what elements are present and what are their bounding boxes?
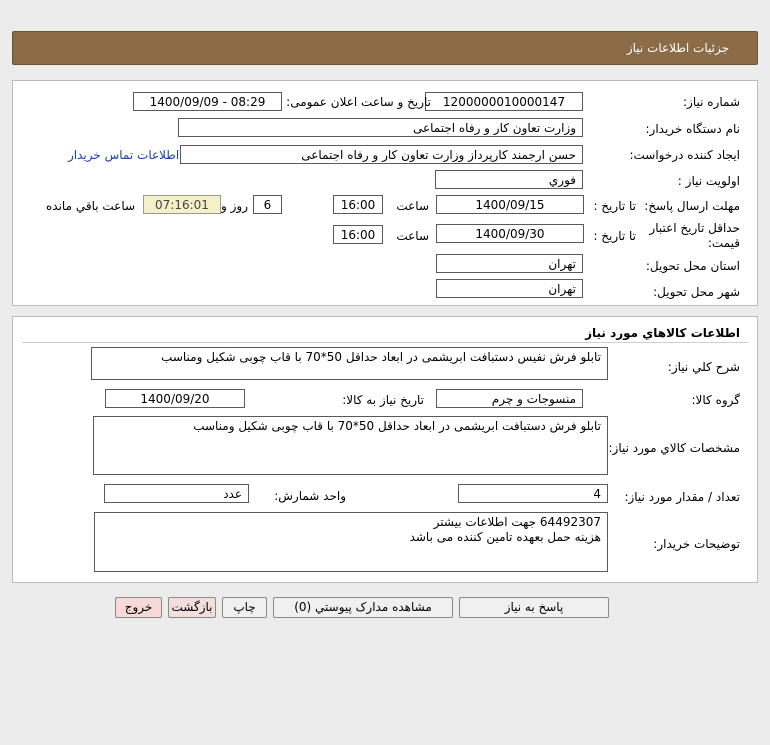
city-label: شهر محل تحویل: <box>653 285 740 299</box>
days-label: روز و <box>221 199 248 213</box>
unit-label: واحد شمارش: <box>274 489 346 503</box>
quantity-label: تعداد / مقدار مورد نياز: <box>624 490 740 504</box>
need-summary-field[interactable]: تابلو فرش نفیس دستبافت ابریشمی در ابعاد حداقل 50*70 با قاب چوبی شکیل ومناسب <box>91 347 608 380</box>
goods-group-field[interactable]: منسوجات و چرم <box>436 389 583 408</box>
need-summary-label: شرح کلي نياز: <box>667 360 740 374</box>
exit-button[interactable]: خروج <box>115 597 162 618</box>
remaining-time-field: 07:16:01 <box>143 195 221 214</box>
validity-until-date-label: تا تاریخ : <box>593 229 636 243</box>
unit-field[interactable]: عدد <box>104 484 249 503</box>
need-number-field[interactable]: 1200000010000147 <box>425 92 583 111</box>
goods-section-title: اطلاعات کالاهاي مورد نياز <box>585 326 740 340</box>
priority-label: اولویت نیاز : <box>677 174 740 188</box>
announce-datetime-field[interactable]: 1400/09/09 - 08:29 <box>133 92 282 111</box>
buyer-contact-link[interactable]: اطلاعات تماس خریدار <box>68 148 180 162</box>
price-validity-label-line1: حداقل تاریخ اعتبار <box>649 221 740 235</box>
city-field[interactable]: تهران <box>436 279 583 298</box>
price-validity-label-line2: قیمت: <box>707 236 740 250</box>
page-header <box>12 31 758 65</box>
section-divider <box>22 342 748 343</box>
buyer-notes-line: هزینه حمل بعهده تامین کننده می باشد <box>409 530 601 544</box>
priority-field[interactable]: فوري <box>435 170 583 189</box>
reply-date-field[interactable]: 1400/09/15 <box>436 195 584 214</box>
buyer-org-label: نام دستگاه خریدار: <box>645 122 740 136</box>
buyer-notes-label: توضيحات خريدار: <box>653 537 740 551</box>
validity-time-field[interactable]: 16:00 <box>333 225 383 244</box>
validity-time-label: ساعت <box>396 229 429 243</box>
province-field[interactable]: تهران <box>436 254 583 273</box>
reply-until-date-label: تا تاریخ : <box>593 199 636 213</box>
quantity-field[interactable]: 4 <box>458 484 608 503</box>
remaining-days-field[interactable]: 6 <box>253 195 282 214</box>
remaining-time-label: ساعت باقي مانده <box>46 199 136 213</box>
requester-field[interactable]: حسن ارجمند کارپرداز وزارت تعاون کار و رفاه اجتماعی <box>180 145 583 164</box>
reply-to-need-button[interactable]: پاسخ به نياز <box>459 597 609 618</box>
reply-deadline-label: مهلت ارسال پاسخ: <box>644 199 740 213</box>
need-date-field[interactable]: 1400/09/20 <box>105 389 245 408</box>
goods-group-label: گروه کالا: <box>691 393 740 407</box>
buyer-notes-field[interactable] <box>94 512 608 572</box>
view-attachments-button[interactable]: مشاهده مدارک پيوستي (0) <box>273 597 453 618</box>
reply-time-label: ساعت <box>396 199 429 213</box>
validity-date-field[interactable]: 1400/09/30 <box>436 224 584 243</box>
need-number-label: شماره نیاز: <box>683 95 740 109</box>
need-date-label: تاريخ نياز به کالا: <box>342 393 424 407</box>
announce-datetime-label: تاریخ و ساعت اعلان عمومی: <box>286 95 431 109</box>
goods-spec-label: مشخصات کالاي مورد نياز: <box>608 441 740 455</box>
buyer-notes-line: 64492307 جهت اطلاعات بیشتر <box>433 515 601 529</box>
requester-label: ایجاد کننده درخواست: <box>629 148 740 162</box>
province-label: استان محل تحویل: <box>645 259 740 273</box>
print-button[interactable]: چاپ <box>222 597 267 618</box>
buyer-org-field[interactable]: وزارت تعاون کار و رفاه اجتماعی <box>178 118 583 137</box>
page-title: جزئیات اطلاعات نیاز <box>626 41 729 55</box>
back-button[interactable]: بازگشت <box>168 597 216 618</box>
reply-time-field[interactable]: 16:00 <box>333 195 383 214</box>
goods-spec-field[interactable]: تابلو فرش دستبافت ابریشمی در ابعاد حداقل 50*70 با قاب چوبی شکیل ومناسب <box>93 416 608 475</box>
